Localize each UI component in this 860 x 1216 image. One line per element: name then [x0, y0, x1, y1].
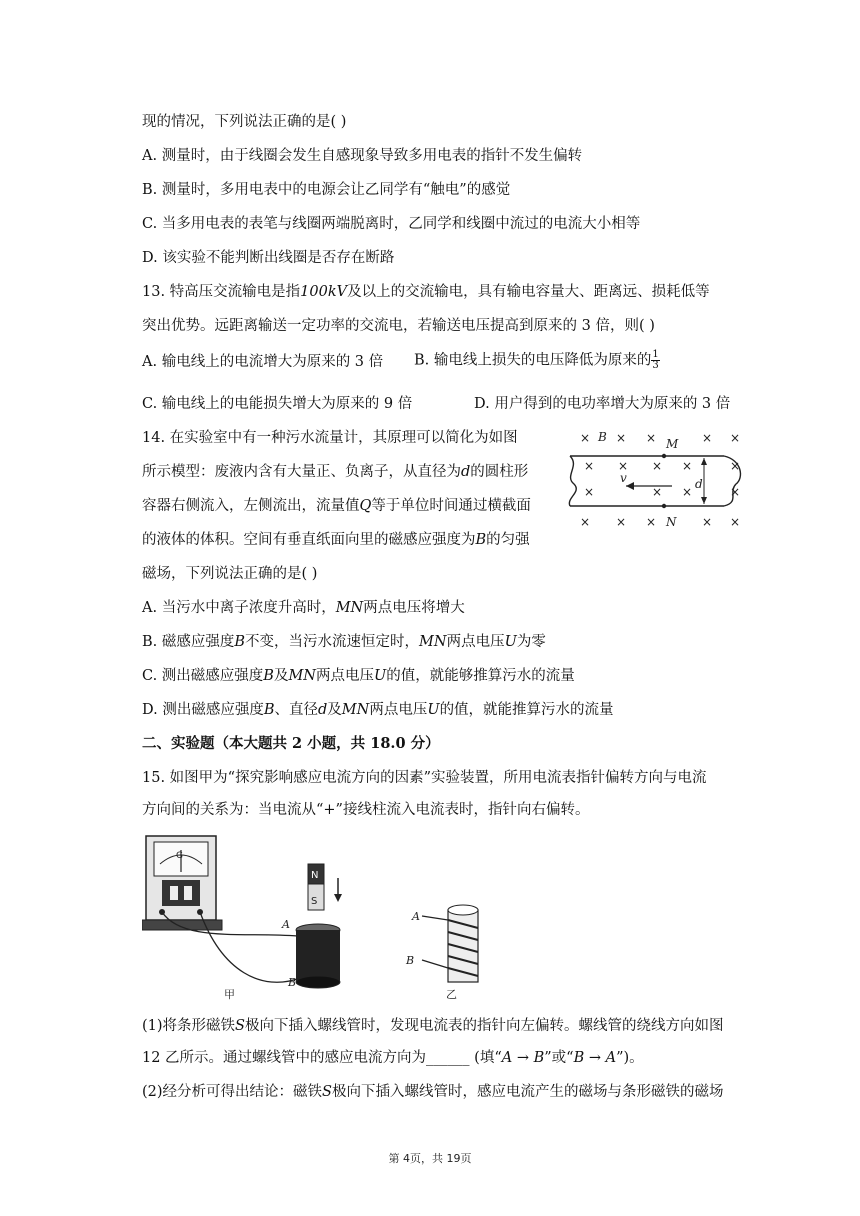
label-yi: 乙 — [446, 988, 457, 1001]
field-cross: × — [682, 459, 693, 473]
field-cross: × — [618, 459, 629, 473]
field-cross: × — [580, 431, 591, 445]
q12-stem-tail: 现的情况，下列说法正确的是( ) — [142, 114, 347, 130]
label-s-pole: S — [311, 896, 318, 907]
q14-stem-line2: 所示模型：废液内含有大量正、负离子，从直径为d的圆柱形 — [142, 464, 529, 480]
field-cross: × — [616, 431, 627, 445]
q14-stem-line5: 磁场，下列说法正确的是( ) — [142, 566, 318, 582]
field-cross: × — [646, 515, 657, 529]
q14-option-c: C. 测出磁感应强度B及MN两点电压U的值，就能够推算污水的流量 — [142, 668, 575, 684]
q12-option-b: B. 测量时，多用电表中的电源会让乙同学有“触电”的感觉 — [142, 182, 511, 198]
q15-stem-line1: 15. 如图甲为“探究影响感应电流方向的因素”实验装置，所用电流表指针偏转方向与电流 — [142, 770, 707, 786]
section-heading-experiment: 二、实验题（本大题共 2 小题，共 18.0 分） — [142, 735, 440, 752]
label-jia: 甲 — [224, 988, 235, 1001]
label-d: d — [695, 477, 703, 491]
solenoid-winding-icon — [422, 905, 478, 982]
field-cross: × — [584, 485, 595, 499]
q13-option-b: B. 输电线上损失的电压降低为原来的 $\frac{1}{3}$ — [414, 349, 659, 371]
label-b-yi: B — [406, 954, 415, 967]
q14-stem-line3: 容器右侧流入，左侧流出，流量值Q等于单位时间通过横截面 — [142, 498, 531, 514]
solenoid-icon — [296, 924, 340, 988]
q15-stem-line2: 方向间的关系为：当电流从“+”接线柱流入电流表时，指针向右偏转。 — [142, 802, 590, 818]
page-footer: 第 4页，共 19页 — [388, 1152, 472, 1165]
label-b-jia: B — [288, 976, 297, 989]
field-cross: × — [730, 485, 741, 499]
bar-magnet-icon — [308, 864, 324, 910]
label-g: G — [176, 851, 183, 861]
q12-option-c: C. 当多用电表的表笔与线圈两端脱离时，乙同学和线圈中流过的电流大小相等 — [142, 216, 641, 232]
field-cross: × — [702, 515, 713, 529]
q12-option-a: A. 测量时，由于线圈会发生自感现象导致多用电表的指针不发生偏转 — [142, 148, 583, 164]
q13-option-c: C. 输电线上的电能损失增大为原来的 9 倍 — [142, 396, 413, 412]
field-cross: × — [730, 431, 741, 445]
q14-option-d: D. 测出磁感应强度B、直径d及MN两点电压U的值，就能推算污水的流量 — [142, 702, 614, 718]
field-cross: × — [730, 515, 741, 529]
q15-part1-line2: 12 乙所示。通过螺线管中的感应电流方向为______ (填“A → B”或“B → A”)。 — [142, 1050, 644, 1066]
q14-option-b: B. 磁感应强度B不变，当污水流速恒定时，MN两点电压U为零 — [142, 634, 546, 650]
field-cross: × — [652, 459, 663, 473]
q14-stem-line1: 14. 在实验室中有一种污水流量计，其原理可以简化为如图 — [142, 430, 518, 446]
label-v: v — [620, 471, 627, 485]
label-a-yi: A — [412, 910, 420, 923]
q13-stem-line2: 突出优势。远距离输送一定功率的交流电，若输送电压提高到原来的 3 倍，则( ) — [142, 318, 655, 334]
q13-option-d: D. 用户得到的电功率增大为原来的 3 倍 — [474, 396, 731, 412]
field-cross: × — [702, 431, 713, 445]
label-a-jia: A — [282, 918, 290, 931]
field-cross: × — [616, 515, 627, 529]
field-cross: × — [646, 431, 657, 445]
fraction-one-third: $\frac{1}{3}$ — [652, 349, 659, 371]
q12-option-d: D. 该实验不能判断出线圈是否存在断路 — [142, 250, 395, 266]
label-b: B — [598, 430, 607, 444]
q13-stem-line1: 13. 特高压交流输电是指100kV及以上的交流输电，具有输电容量大、距离远、损耗低等 — [142, 284, 710, 300]
q14-stem-line4: 的液体的体积。空间有垂直纸面向里的磁感应强度为B的匀强 — [142, 532, 530, 548]
flowmeter-figure — [564, 426, 750, 532]
field-cross: × — [652, 485, 663, 499]
field-cross: × — [584, 459, 595, 473]
induction-experiment-figure — [142, 832, 512, 1002]
label-m: M — [666, 437, 679, 451]
q13-option-a: A. 输电线上的电流增大为原来的 3 倍 — [142, 354, 384, 370]
q15-part1-line1: (1)将条形磁铁S极向下插入螺线管时，发现电流表的指针向左偏转。螺线管的绕线方向如图 — [142, 1018, 724, 1034]
q15-part2-line1: (2)经分析可得出结论：磁铁S极向下插入螺线管时，感应电流产生的磁场与条形磁铁的磁场 — [142, 1084, 724, 1100]
label-n: N — [666, 515, 677, 529]
field-cross: × — [730, 459, 741, 473]
q14-option-a: A. 当污水中离子浓度升高时，MN两点电压将增大 — [142, 600, 465, 616]
label-n-pole: N — [311, 870, 319, 881]
field-cross: × — [580, 515, 591, 529]
field-cross: × — [682, 485, 693, 499]
